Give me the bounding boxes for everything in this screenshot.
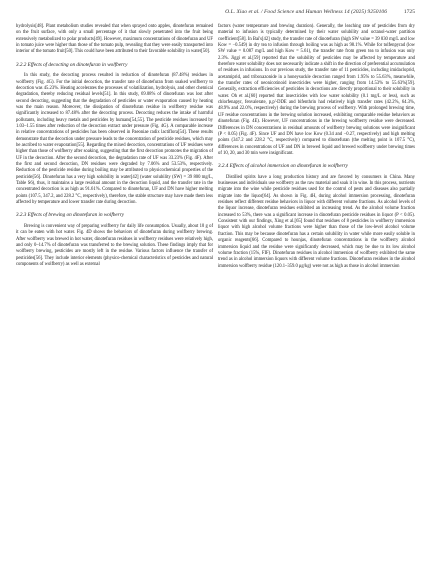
- brewing-paragraph: Brewing is convenient way of preparing wolfberry for daily life consumption. Usually, about 10 g of it can be eaten with hot water. Fig. 4D shows the behaviors of dinotefuran during wolfberry brewing. After wolfberry was brewed in hot water, dinotefuran residues in wolfberry residues were relatively high, and only 0–14.7% of dinotefuran was transferred to the brewing solution. These findings imply that for wolfberry brewing, pesticides are mostly left in the residue. Various factors influence the transfer of pesticides[56]. They include interior elements (physico-chemical characteristics of pesticides and natural components of wolfberry) as well as external: [16, 223, 213, 267]
- intro-paragraph: hydrolysis[48]. Plant metabolism studies revealed that when sprayed onto apples, dinotefuran remained on the fruit surface, with only a small percentage of it that slowly penetrated into the fruit being extensively metabolized to polar products[49]. However, maximum concentrations of dinotefuran and UF in tomato juice were higher than those of the tomato pulp, revealing that they were easily transported into interior of the tomato fruit[50]. This could have been attributed to their favorable solubility in water[50].: [16, 24, 213, 55]
- section-heading-brewing: 3.2.3 Effects of brewing on dinotefuran in wolfberry: [16, 212, 125, 219]
- running-header-citation: O.L. Xiao et al. / Food Science and Human Wellness 14 (2025) 9250106: [225, 9, 387, 15]
- decocting-paragraph: In this study, the decocting process resulted in reduction of dinotefuran (87.48%) residues in wolfberry (Fig. 4G). For the initial decoction, the transfer rate of dinotefuran from soaked wolfberry to decoction was 45.23%. Heating accelerates the processes of volatilization, hydrolysis, and other chemical degradation, thereby reducing residual levels[51]. In this study, 69.08% of dinotefuran was lost after second decocting, suggesting that the degradation of pesticides or water evaporation caused by heating was the main reason. Moreover, the dissipation of dinotefuran residue in wolfberry residue was significantly increased to 87.48% after the decocting process. Decocting reduces the intake of harmful pollutants, including heavy metals and pesticides by humans[54,55]. The pesticide residues increased by 1.03–1.55 times after reduction of the decoction extract under pressure (Fig. 4G). A comparable increase in relative concentrations of pesticides has been observed in Paeoniae radix lactiflora[54]. These results demonstrate that the decoction under pressure leads to the concentration of pesticide residues, which may be ascribed to water evaporation[55]. Regarding the mixed decoction, concentrations of UF residues were higher than those of wolfberry after soaking, suggesting that the first decoction promotes the migration of UF in the decoction. After the second decoction, the degradation rate of UF was 33.23% (Fig. 4F). After the first and second decoction, DN residues were degraded by 7.06% and 53.53%, respectively. Reduction of the pesticide residue during boiling may be attributed to physicochemical properties of the pesticide[56]. Dinotefuran has a very high solubility in water[42] (water solubility (SW) = 39 800 mg/L, Table S6), thus, it maintains a large residual amount in the decoction liquid, and the transfer rate in the concentrated decoction is as high as 91.61%. Compared to dinotefuran, UF and DN have higher melting points (107.5, 347.2, and 228.2 °C, respectively), therefore, the stable structure may have made them less affected by temperature and lower transfer rate during decoction.: [16, 73, 213, 206]
- alcohol-paragraph: Distilled spirits have a long production history and are favored by consumers in China. Many businesses and individuals use wolfberry as the raw material and soak it in wine. In this process, nutrients migrate into the wine while pesticide residues used for the control of pests and diseases also partially migrate into the liquor[64]. As shown in Fig. 4H, during alcohol immersion processing, dinotefuran residues reflect different residue behaviors in liquor with different volume fractions. As alcohol levels of the liquor increase, dinotefuran residues exhibited an increasing trend. As the alcohol volume fraction increased to 53%, there was a significant increase in dinotefuran pesticide residues in liquor (P < 0.05). Consistent with our findings, Xing et al.[65] found that residues of 8 pesticides in wolfberry immersion liquor with high alcohol volume fractions were higher than those of the low-level alcohol volume fraction. This may be because dinotefuran has a certain solubility in water while more easily soluble in organic reagents[66]. Compared to hounjas, dinotefuran concentrations in the wolfberry alcohol immersion liquid and the residue were significantly decreased, which may be due to its low alcohol volume fraction (15%, FIF). Dinotefuran residues in alcohol immersion of wolfberry exhibited the same trend as in alcohol immersion liquors with different volume fractions. Dinotefuran residues in the alcohol immersion wolfberry residue (120.1–359.0 μg/kg) were not as high as those in alcohol immersion: [218, 174, 415, 269]
- continuation-paragraph: factors (water temperature and brewing duration). Generally, the leaching rate of pesticides from dry material to infusion is typically determined by their water solubility and octanol-water partition coefficient[58]. In Bai's[42] study, the transfer rate of dinotefuran (high SW value = 39 830 mg/L and low Kow = −0.549) in dry tea to infusion through boiling was as high as 98.1%. While for tolfenpyrad (low SW value = 0.087 mg/L and high Kow = 5.61), the transfer rate from green tea to infusion was only 2.3%. Jiggi et al.[59] reported that the solubility of pesticides may be affected by temperature and therefore water solubility does not necessarily indicate a shift in the direction of preferential accumulation of residues in infusions. In our previous study, the transfer rate of 11 pesticides, including imidacloprid, acetamiprid, and triboxazonide in a honeysuckle decoction ranged from 1.95% to 55.63%, meanwhile, the transfer rates of neonicotinoid insecticides were higher, ranging from 14.53% to 55.63%[59]. Generally, extraction efficiencies of pesticides in decoctions are directly proportional to their solubility in water. Oh et al.[60] reported that insecticides with low water solubility (0.1 mg/L or less), such as chlorfenapyr, fenvalerate, p,p'-DDE and bifenthrin had relatively high transfer rates (42.2%, 64.3%, 48.9% and 22.0%, respectively) during the brewing process of wolfberry. With prolonged brewing time, UF residue concentrations in the brewing solution increased, exhibiting comparable residue behaviors as dinotefuran (Fig. 4E). However, UF concentrations in the brewing wolfberry residue were decreased. Differences in DN concentrations in residual amounts of wolfberry brewing solutions were insignificant (P < 0.05) (Fig. 4F). Since UF and DN have low Kow (0.34 and −0.27, respectively) and high melting points (347.2 and 228.2 °C, respectively) compared to dinotefuran (the melting point is 107.5 °C), differences in concentrations of UF and DN in brewed liquid and brewed wolfberry under brewing times of 10, 20, and 30 min were insignificant.: [218, 24, 415, 156]
- right-column: [218, 24, 415, 270]
- section-heading-decocting: 3.2.2 Effects of decocting on dinotefuran in wolfberry: [16, 61, 128, 68]
- page-number: 1725: [403, 9, 415, 15]
- running-header: [0, 9, 427, 19]
- left-column: [16, 24, 213, 268]
- section-heading-alcohol: 3.2.4 Effects of alcohol immersion on dinotefuran in wolfberry: [218, 163, 348, 170]
